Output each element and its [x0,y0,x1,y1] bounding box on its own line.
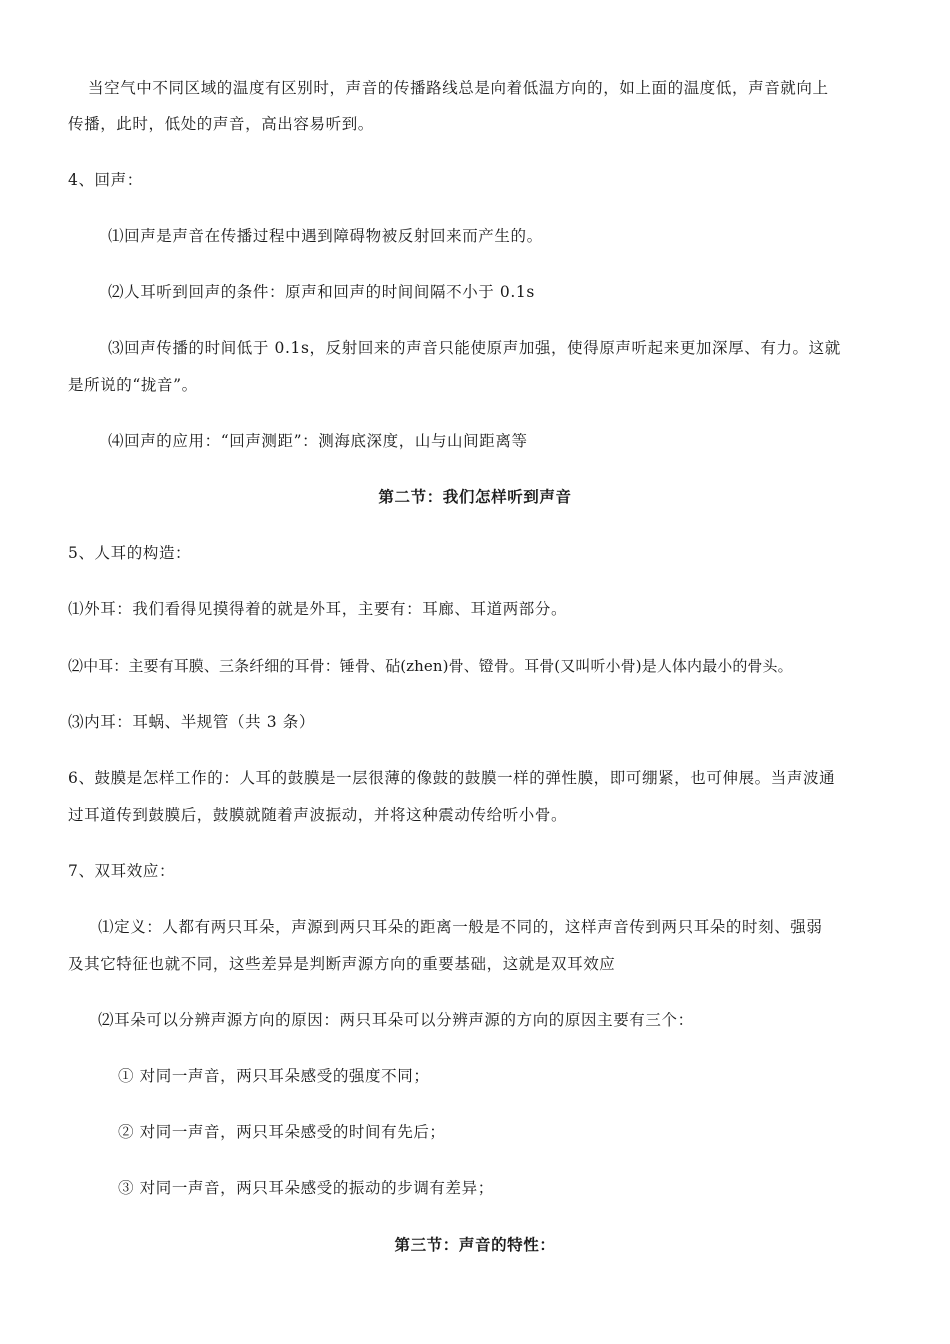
echo-item-3-line-1: ⑶回声传播的时间低于 0.1s，反射回来的声音只能使原声加强，使得原声听起来更加深厚、有力。这就 [108,339,841,357]
ear-item-3: ⑶内耳：耳蜗、半规管（共 3 条） [68,713,315,731]
echo-item-3-line-2: 是所说的“拢音”。 [68,376,198,394]
binaural-reason-2: ② 对同一声音，两只耳朵感受的时间有先后； [118,1123,446,1141]
eardrum-line-2: 过耳道传到鼓膜后，鼓膜就随着声波振动，并将这种震动传给听小骨。 [68,806,568,824]
binaural-definition-line-2: 及其它特征也就不同，这些差异是判断声源方向的重要基础，这就是双耳效应 [68,955,616,973]
binaural-reason-1: ① 对同一声音，两只耳朵感受的强度不同； [118,1067,430,1085]
binaural-reason: ⑵耳朵可以分辨声源方向的原因：两只耳朵可以分辨声源的方向的原因主要有三个： [98,1011,694,1029]
echo-item-1: ⑴回声是声音在传播过程中遇到障碍物被反射回来而产生的。 [108,227,543,245]
section-binaural-title: 7、双耳效应： [68,862,176,880]
echo-item-4: ⑷回声的应用：“回声测距”：测海底深度，山与山间距离等 [108,432,528,450]
ear-item-2: ⑵中耳：主要有耳膜、三条纤细的耳骨：锤骨、砧(zhen)骨、镫骨。耳骨(又叫听小骨)是人体内最小的骨头。 [68,657,793,675]
section-echo-title: 4、回声： [68,171,143,189]
binaural-definition-line-1: ⑴定义：人都有两只耳朵，声源到两只耳朵的距离一般是不同的，这样声音传到两只耳朵的时刻、强弱 [98,918,823,936]
ear-item-1: ⑴外耳：我们看得见摸得着的就是外耳，主要有：耳廊、耳道两部分。 [68,600,568,618]
section-3-heading: 第三节：声音的特性： [394,1235,556,1254]
binaural-reason-3: ③ 对同一声音，两只耳朵感受的振动的步调有差异； [118,1179,494,1197]
echo-item-2: ⑵人耳听到回声的条件：原声和回声的时间间隔不小于 0.1s [108,283,535,301]
paragraph-temperature-line-1: 当空气中不同区域的温度有区别时，声音的传播路线总是向着低温方向的，如上面的温度低，声音就向上 [88,79,829,97]
eardrum-line-1: 6、鼓膜是怎样工作的：人耳的鼓膜是一层很薄的像鼓的鼓膜一样的弹性膜，即可绷紧，也可伸展。当声波通 [68,769,836,787]
section-2-heading: 第二节：我们怎样听到声音 [378,487,572,506]
paragraph-temperature-line-2: 传播，此时，低处的声音，高出容易听到。 [68,115,374,133]
section-ear-title: 5、人耳的构造： [68,544,192,562]
